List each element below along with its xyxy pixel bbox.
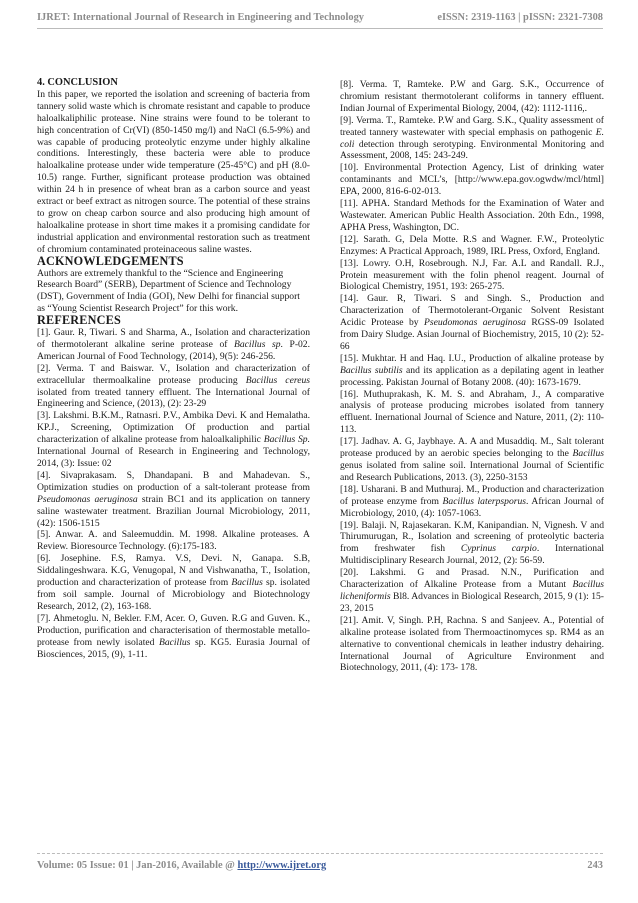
reference-item xyxy=(37,553,310,613)
reference-text-tail: . African Journal of Microbiology, 2010, (4): 1057-1063. xyxy=(340,495,604,519)
reference-item xyxy=(340,389,604,437)
reference-text-tail: Bl8. Advances in Biological Research, 2015, 9 (1): 15-23, 2015 xyxy=(340,590,604,614)
footer-volume-text: Volume: 05 Issue: 01 | Jan-2016, Available @ xyxy=(37,860,238,871)
reference-text-tail: . International Multidisciplinary Research Journal, 2012, (2): 56-59. xyxy=(340,543,605,567)
reference-item xyxy=(340,234,604,258)
reference-species: Bacillus laterpsporus xyxy=(442,495,527,507)
reference-text-tail: detection through serotyping. Environmental Monitoring and Assessment, 2008, 145: 243-249. xyxy=(340,138,604,162)
reference-text-tail: isolated from treated tannery effluent. The International Journal of Engineering and Science, (2013), (2): 23-29 xyxy=(37,386,310,410)
reference-item xyxy=(37,529,310,553)
reference-text-tail: . P-02. American Journal of Food Technology, (2014), 9(5): 246-256. xyxy=(37,338,311,362)
conclusion-text: In this paper, we reported the isolation and screening of bacteria from tannery solid waste which is chromate resistant and capable to produce haloalkaliphilic protease. Nine strains were found to be tolerant to high concentration of Cr(VI) (850-1450 mg/l) and NaCl (6.5-9%) and was capable of producing proteolytic enzyme under highly alkaline conditions. Interestingly, these bacteria were able to produce haloalkaline protease under wide temperature (25-45°C) and pH (8.0-10.5) range. Further, significant protease production was obtained within 24 h in presence of wheat bran as a carbon source and yeast extract or beef extract as nitrogen source. The potential of these strains to grow on cheap carbon source and also producing high amount of haloalkaline protease in short time makes it a promising candidate for industrial application and environmental restoration such as treatment of chromium contaminated proteinaceous saline wastes. xyxy=(37,88,310,255)
reference-species: Bacillus subtilis xyxy=(340,364,403,376)
footer-divider xyxy=(37,853,603,854)
reference-text: [9]. Verma. T., Ramteke. P.W and Garg. S.K., Quality assessment of treated tannery wastewater with special emphasis on pathogenic xyxy=(340,114,604,138)
header-divider xyxy=(37,28,603,29)
footer-volume xyxy=(37,860,326,871)
acknowledgements-text: Authors are extremely thankful to the “Science and Engineering Research Board” (SERB), Department of Science and Technology (DST), Government of India (GOI), New Delhi for financial support as “Young Scientist Research Project” for this work. xyxy=(37,267,300,315)
reference-item xyxy=(340,520,604,568)
reference-text: [17]. Jadhav. A. G, Jaybhaye. A. A and Musaddiq. M., Salt tolerant protease produced by an aerobic species belonging to the xyxy=(340,436,604,460)
reference-item xyxy=(340,436,604,484)
reference-species: Bacillus licheniformis xyxy=(340,579,604,602)
reference-species: E. coli xyxy=(340,126,604,150)
reference-text: [5]. Anwar. A. and Saleemuddin. M. 1998. Alkaline proteases. A Review. Bioresource Technology. (6):175-183. xyxy=(37,529,310,553)
reference-text: [4]. Sivaprakasam. S, Dhandapani. B and Mahadevan. S., Optimization studies on production of a salt-tolerant protease from xyxy=(37,469,310,493)
reference-text-tail: and its application as a depilating agent in leather processing. Pakistan Journal of Botany 2008. (40): 1673-1679. xyxy=(340,364,604,388)
reference-text-tail: sp. isolated from soil sample. Journal of Microbiology and Biotechnology Research, 2012, (2), 163-168. xyxy=(37,577,310,612)
reference-text-tail: sp. KG5. Eurasia Journal of Biosciences, 2015, (9), 1-11. xyxy=(37,636,310,660)
reference-text: [21]. Amit. V, Singh. P.H, Rachna. S and Sanjeev. A., Potential of alkaline protease isolated from Thermoactinomyces sp. RM4 as an alternative to conventional chemicals in leather industry dehairing. International Journal of Agriculture Environment and Biotechnology, 2011, (4): 173- 178. xyxy=(340,614,604,674)
reference-text-tail: strain BC1 and its application on tannery saline wastewater treatment. Brazilian Journal Microbiology, 2011, (42): 1506-1515 xyxy=(37,493,310,529)
reference-species: Bacillus cereus xyxy=(245,374,310,386)
reference-text: [6]. Josephine. F.S, Ramya. V.S, Devi. N, Ganapa. S.B, Siddalingeshwara. K.G, Venugopal, N and Vishwanatha, T., Isolation, production and characterization of protease from xyxy=(37,553,310,589)
reference-text: [8]. Verma. T, Ramteke. P.W and Garg. S.K., Occurrence of chromium resistant thermotolerant coliforms in tannery effluent. Indian Journal of Experimental Biology, 2004, (42): 1112-1116,. xyxy=(340,79,604,114)
reference-species: Bacillus sp xyxy=(234,338,281,350)
reference-text: [14]. Gaur. R, Tiwari. S and Singh. S., Production and Characterization of Thermotolerant-Organic Solvent Resistant Acidic Protease by xyxy=(340,293,604,329)
reference-text-tail: RGSS-09 Isolated from Dairy Sludge. Asian Journal of Biochemistry, 2015, 10 (2): 52-66 xyxy=(340,317,604,352)
reference-text: [11]. APHA. Standard Methods for the Examination of Water and Wastewater. American Public Health Association. 20th Edn., 1998, APHA Press, Washington, DC. xyxy=(340,198,604,233)
reference-text: [13]. Lowry. O.H, Rosebrough. N.J, Far. A.L and Randall. R.J., Protein measurement with the folin phenol reagent. Journal of Biological Chemistry, 1951, 193: 265-275. xyxy=(340,257,604,293)
reference-item xyxy=(37,470,310,530)
reference-item xyxy=(340,198,604,234)
reference-item xyxy=(340,293,604,353)
reference-item xyxy=(340,353,604,389)
reference-species: Bacillus Sp. xyxy=(263,434,310,446)
reference-text: [2]. Verma. T and Baiswar. V., Isolation and characterization of extracellular thermoalkaline protease producing xyxy=(37,362,310,386)
reference-species: Pseudomonas aeruginosa xyxy=(424,317,526,329)
references-list-left xyxy=(37,327,310,660)
reference-item xyxy=(340,567,604,615)
reference-text: [15]. Mukhtar. H and Haq. I.U., Production of alkaline protease by xyxy=(340,352,604,364)
journal-link[interactable]: http://www.ijret.org xyxy=(237,860,327,871)
reference-species: Bacillus xyxy=(158,636,191,648)
reference-item xyxy=(37,363,310,411)
references-list-right xyxy=(340,79,604,674)
reference-text: [7]. Ahmetoglu. N, Bekler. F.M, Acer. O, Guven. R.G and Guven. K., Production, purification and characterisation of thermostable metallo-protease from newly isolated xyxy=(37,612,310,648)
page-number: 243 xyxy=(587,860,603,871)
reference-text: [10]. Environmental Protection Agency, List of drinking water contaminants and MCL’s, [http://www.epa.gov.ogwdw/mcl/html] EPA, 2000, 816-6-02-013. xyxy=(340,162,604,198)
acknowledgements-heading: ACKNOWLEDGEMENTS xyxy=(37,253,184,268)
reference-item xyxy=(340,258,604,294)
reference-text-tail: International Journal of Research in Engineering and Technology, 2014, (3): Issue: 02 xyxy=(37,446,310,469)
reference-item xyxy=(37,327,310,363)
reference-text: [1]. Gaur. R, Tiwari. S and Sharma, A., Isolation and characterization of thermotolerant alkaline serine protease of xyxy=(37,327,310,350)
reference-species: Pseudomonas aeruginosa xyxy=(37,493,138,505)
conclusion-heading: 4. CONCLUSION xyxy=(37,77,118,88)
reference-text: [3]. Lakshmi. B.K.M., Ratnasri. P.V., Ambika Devi. K and Hemalatha. KP.J., Screening, Optimization Of production and partial characterization of alkaline protease from haloalkaliphilic xyxy=(37,410,310,446)
reference-species: Cyprinus carpio xyxy=(460,543,537,555)
reference-text: [12]. Sarath. G, Dela Motte. R.S and Wagner. F.W., Proteolytic Enzymes: A Practical Approach, 1989, IRL Press, Oxford, England. xyxy=(340,233,604,257)
reference-item xyxy=(340,115,604,163)
reference-text: [16]. Muthuprakash, K. M. S. and Abraham, J., A comparative analysis of protease producing microbes isolated from tannery effluent. Inernational Journal of Science and Nature, 2011, (2): 110-113. xyxy=(340,388,604,436)
reference-item xyxy=(340,79,604,115)
reference-item xyxy=(340,162,604,198)
left-column xyxy=(37,77,310,660)
references-heading: REFERENCES xyxy=(37,313,121,328)
reference-species: Bacillus xyxy=(231,577,263,589)
reference-text: [19]. Balaji. N, Rajasekaran. K.M, Kanipandian. N, Vignesh. V and Thirumurugan, R., Isolation and screening of proteolytic bacteria from freshwater fish xyxy=(340,519,604,555)
reference-item xyxy=(37,410,310,470)
reference-item xyxy=(340,615,604,675)
reference-text-tail: genus isolated from saline soil. International Journal of Scientific and Research Publications, 2013. (3), 2250-3153 xyxy=(340,460,604,483)
right-column xyxy=(340,79,604,674)
page-footer xyxy=(37,860,603,878)
journal-title: IJRET: International Journal of Research in Engineering and Technology xyxy=(37,12,364,23)
issn-label: eISSN: 2319-1163 | pISSN: 2321-7308 xyxy=(437,12,603,23)
reference-item xyxy=(37,613,310,661)
reference-text: [18]. Usharani. B and Muthuraj. M., Production and characterization of protease enzyme from xyxy=(340,483,604,507)
reference-species: Bacillus xyxy=(572,448,604,460)
reference-item xyxy=(340,484,604,520)
reference-text: [20]. Lakshmi. G and Prasad. N.N., Purification and Characterization of Alkaline Protease from a Mutant xyxy=(340,567,604,591)
